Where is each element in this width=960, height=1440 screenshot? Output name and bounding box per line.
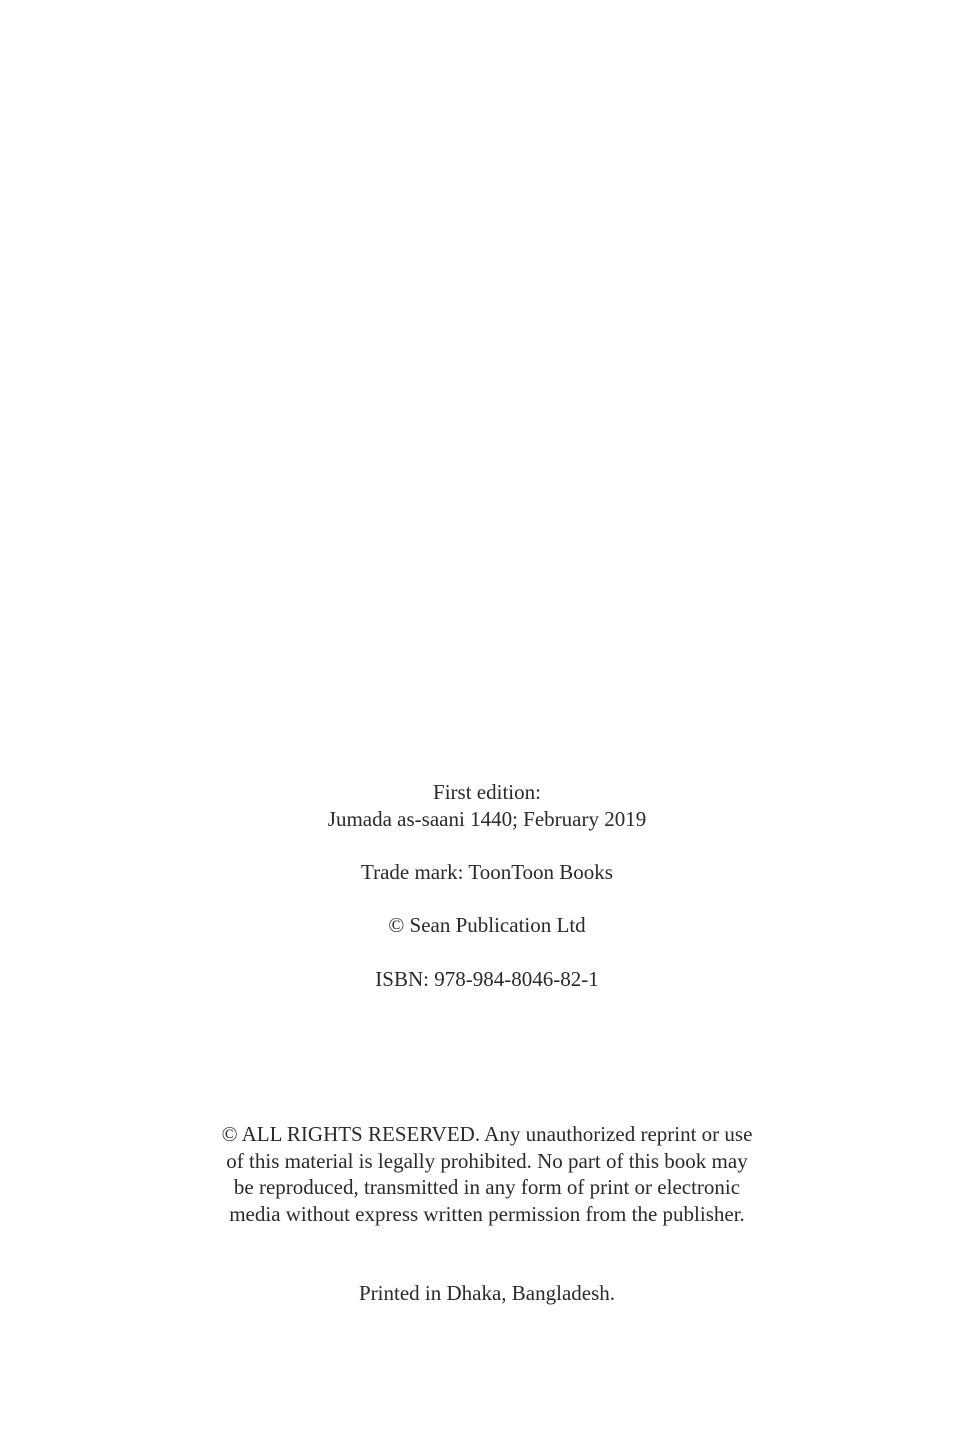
printed-in: Printed in Dhaka, Bangladesh. [358, 1281, 616, 1305]
isbn: ISBN: 978-984-8046-82-1 [375, 967, 599, 991]
trademark: Trade mark: ToonToon Books [361, 860, 613, 884]
edition-label: First edition: [433, 780, 541, 804]
rights-notice-line: be reproduced, transmitted in any form of print or electronic [233, 1175, 741, 1199]
rights-notice [0, 1121, 960, 1227]
edition-date: Jumada as-saani 1440; February 2019 [327, 807, 647, 831]
rights-notice-line: media without express written permission from the publisher. [229, 1201, 745, 1226]
copyright-holder: © Sean Publication Ltd [388, 913, 586, 937]
rights-notice-line: © ALL RIGHTS RESERVED. Any unauthorized reprint or use [221, 1122, 753, 1146]
rights-notice-line: of this material is legally prohibited. No part of this book may [226, 1148, 748, 1173]
